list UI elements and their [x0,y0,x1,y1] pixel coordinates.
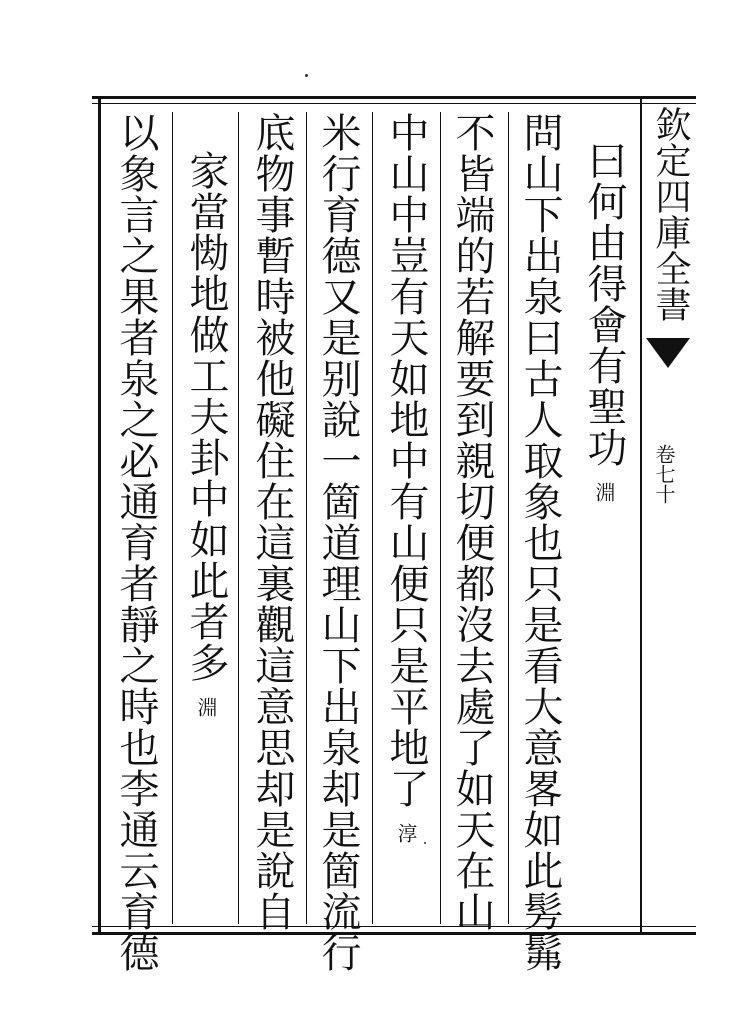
text-column-4 [383,112,429,843]
top-inner-rule [92,103,696,104]
column-rule [172,112,173,924]
column-text: 底物事暫時被他礙住在這裏觀這意思却是說自 [249,112,295,932]
column-rule [372,112,373,924]
margin-book-title: 欽定四庫全書 [650,106,691,322]
text-column-2 [517,112,563,987]
column-text: 不皆端的若解要到親切便都沒去處了如天在山 [449,112,495,932]
column-rule [306,112,307,924]
column-note: 淵 [592,482,616,502]
bottom-border-rule [92,932,696,935]
column-rule [508,112,509,924]
column-text: 米行育德又是别說一箇道理山下出泉却是箇流行 [315,112,361,973]
column-text: 家當㤼地做工夫卦中如此者多 [183,150,229,683]
fish-tail-mark [646,338,690,368]
margin-left-rule [640,99,642,933]
scan-speck [305,74,308,77]
column-rule [440,112,441,924]
text-column-7 [183,150,229,717]
margin-volume-label: 卷七十 [652,444,676,504]
column-note: 淳 [394,823,418,843]
text-column-3 [449,112,495,946]
column-text: 曰何由得會有聖功 [581,140,627,468]
scan-speck [424,842,426,844]
column-rule [238,112,239,924]
column-text: 問山下出泉曰古人取象也只是看大意畧如此髣髴 [517,112,563,973]
text-column-6 [249,112,295,946]
text-column-8 [113,112,159,987]
bottom-inner-rule [92,926,696,927]
top-border-rule [92,96,696,99]
column-note: 淵 [194,697,218,717]
left-border-rule [98,99,101,933]
column-text: 以象言之果者泉之必通育者靜之時也李通云育德 [113,112,159,973]
text-column-5 [315,112,361,987]
text-column-1 [581,140,627,502]
column-text: 中山中豈有天如地中有山便只是平地了 [383,112,429,809]
